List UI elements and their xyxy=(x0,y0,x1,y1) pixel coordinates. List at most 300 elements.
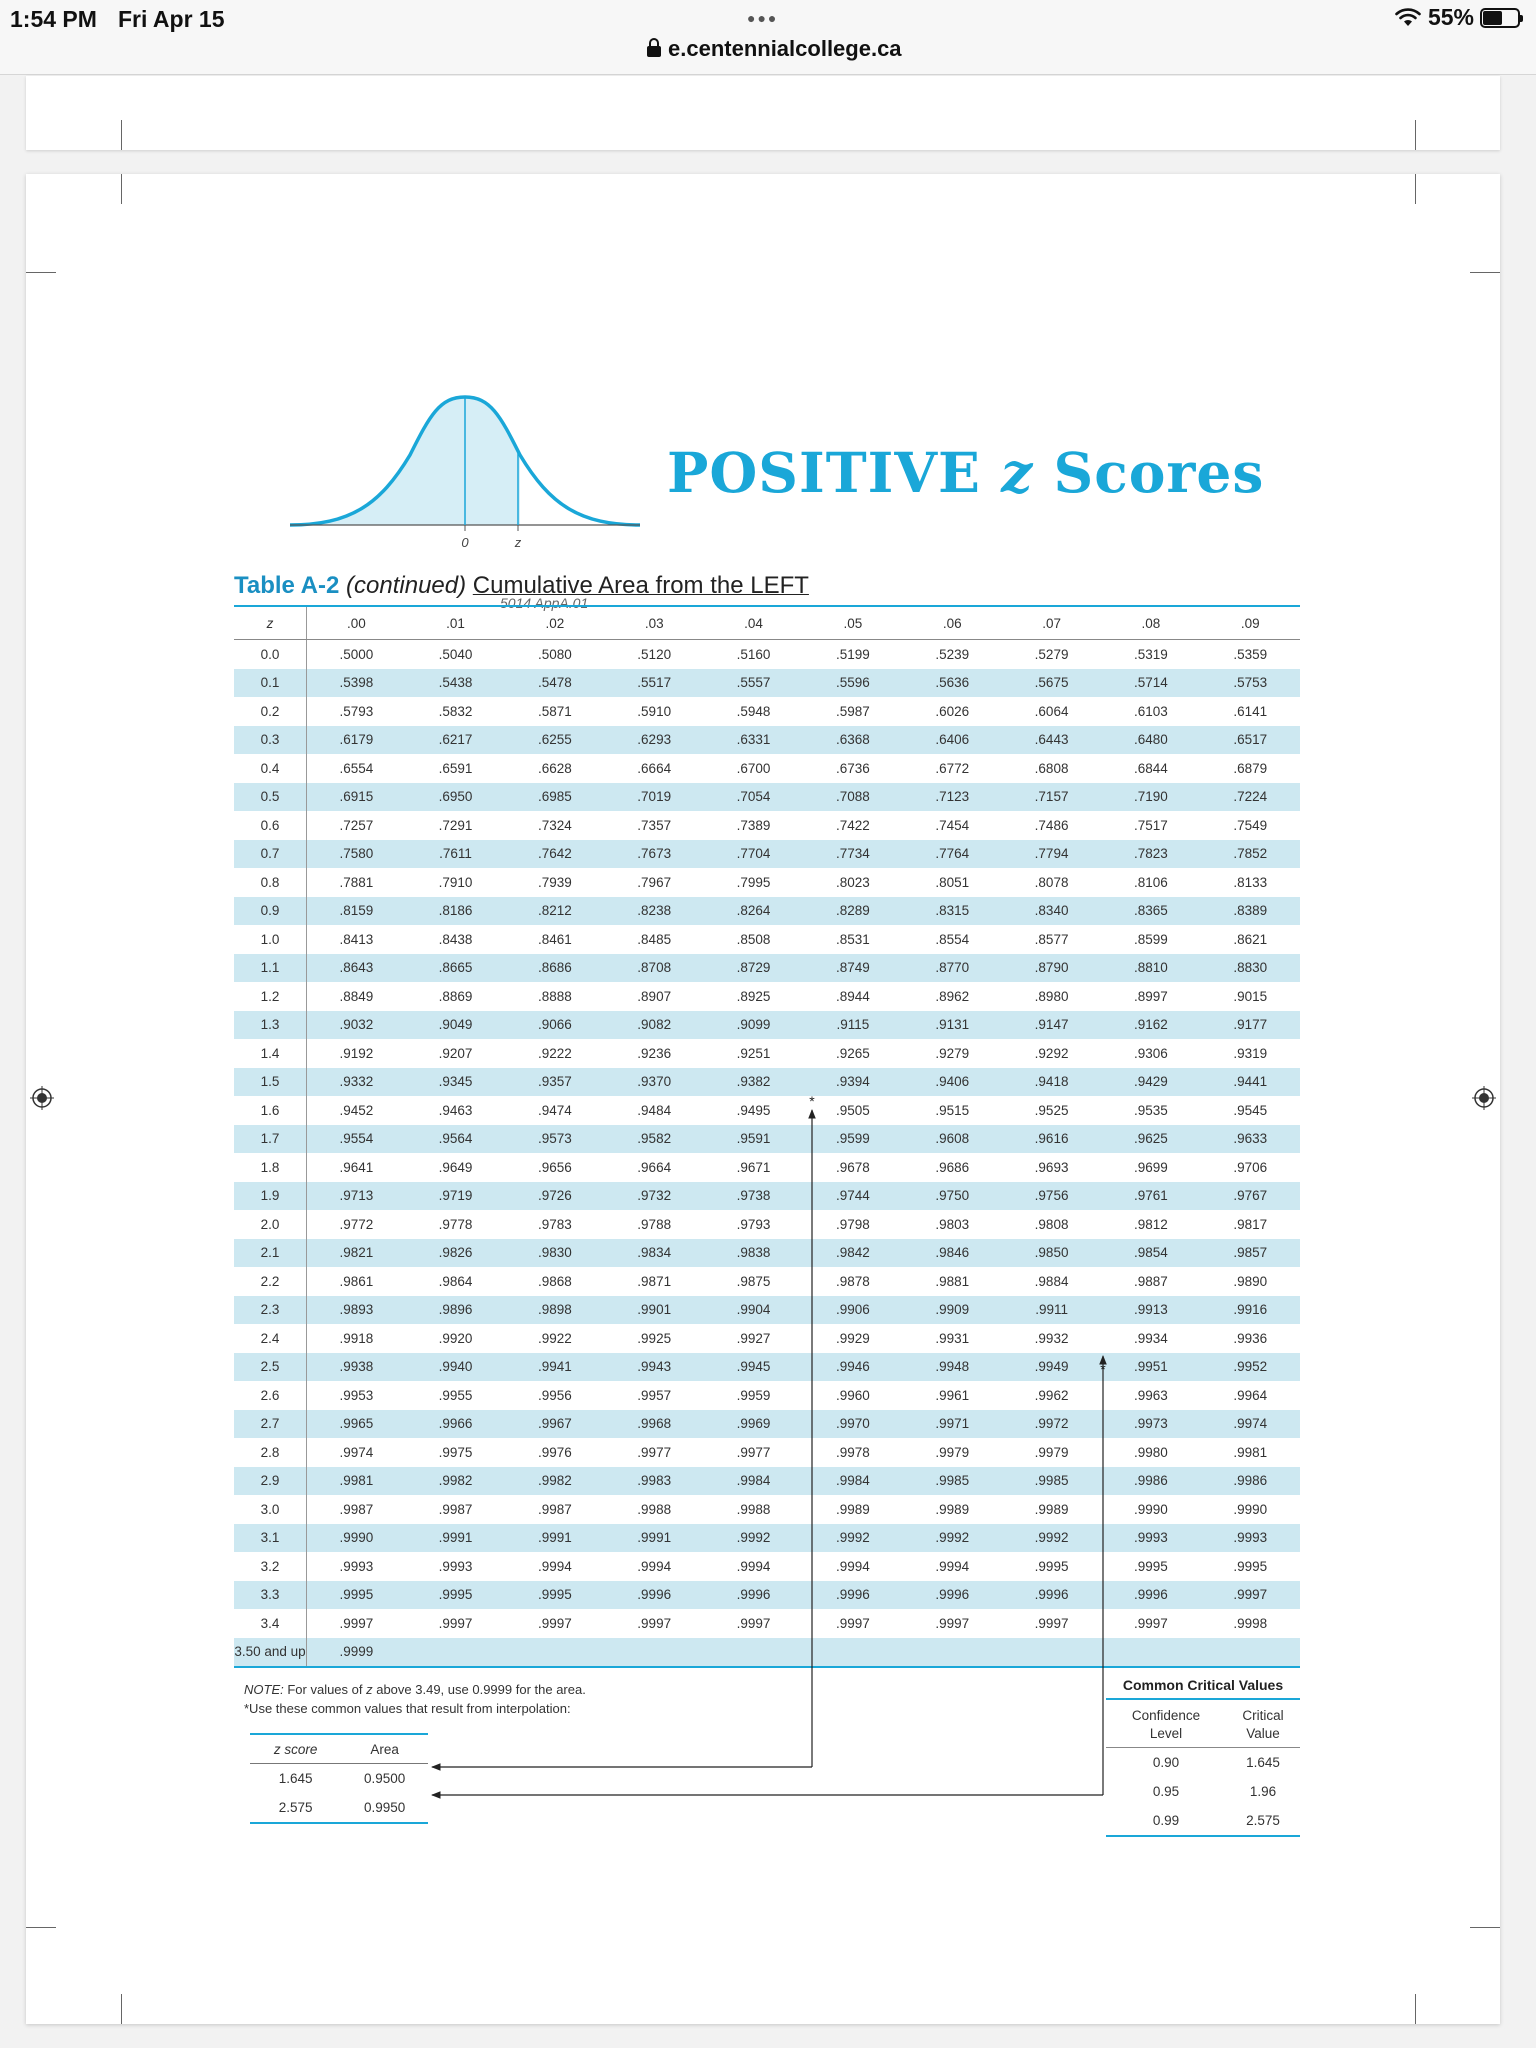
area-cell: .9985 xyxy=(903,1467,1002,1496)
battery-percent: 55% xyxy=(1427,4,1474,30)
area-cell: .5359 xyxy=(1233,646,1268,662)
z-value-cell: 2.8 xyxy=(234,1438,307,1467)
area-cell: .9406 xyxy=(903,1068,1002,1097)
area-cell: .8708 xyxy=(605,954,704,983)
z-value-cell: 3.3 xyxy=(234,1581,307,1610)
area-cell: .9099 xyxy=(704,1011,803,1040)
z-value-cell: 3.50 and up xyxy=(234,1638,307,1668)
table-label: Table A-2 xyxy=(234,572,340,599)
area-cell: .8133 xyxy=(1233,874,1268,890)
area-cell: .7157 xyxy=(1002,783,1101,812)
area-cell: .9995 xyxy=(1233,1558,1268,1574)
area-cell: .9719 xyxy=(406,1182,505,1211)
z-value-cell: 1.5 xyxy=(234,1068,307,1097)
area-cell: .8023 xyxy=(835,874,870,890)
area-cell: .8643 xyxy=(307,954,406,983)
area-cell: .9545 xyxy=(1233,1102,1268,1118)
area-cell: .7088 xyxy=(803,783,902,812)
area-cell: .7123 xyxy=(903,783,1002,812)
area-cell: .9713 xyxy=(307,1182,406,1211)
area-cell: .9222 xyxy=(537,1045,572,1061)
area-cell: .9981 xyxy=(1233,1444,1268,1460)
area-cell: .9948 xyxy=(903,1353,1002,1382)
area-cell: .9861 xyxy=(339,1273,374,1289)
area-cell: .9474 xyxy=(537,1102,572,1118)
z-value-cell: 2.5 xyxy=(234,1353,307,1382)
area-cell: .5080 xyxy=(537,646,572,662)
area-cell: .9484 xyxy=(637,1102,672,1118)
table-description: Cumulative Area from the LEFT xyxy=(472,572,809,599)
area-cell: .9767 xyxy=(1201,1182,1300,1211)
area-cell: .9418 xyxy=(1002,1068,1101,1097)
area-cell: .9881 xyxy=(935,1273,970,1289)
ccv-value: 1.96 xyxy=(1249,1784,1277,1799)
area-cell: .9817 xyxy=(1233,1216,1268,1232)
interp-area: 0.9500 xyxy=(363,1771,406,1786)
area-cell: .9706 xyxy=(1233,1159,1268,1175)
area-cell: .9306 xyxy=(1134,1045,1168,1061)
area-cell: .8315 xyxy=(903,897,1002,926)
area-cell: .9066 xyxy=(505,1011,604,1040)
column-header: .01 xyxy=(406,606,505,640)
area-cell: .9793 xyxy=(736,1216,771,1232)
area-cell: .5279 xyxy=(1034,646,1069,662)
area-cell: .5517 xyxy=(605,669,704,698)
z-value-cell: 1.8 xyxy=(234,1153,307,1182)
area-cell: .7291 xyxy=(438,817,473,833)
area-cell: .9984 xyxy=(704,1467,803,1496)
area-cell: .9955 xyxy=(438,1387,473,1403)
area-cell: .9898 xyxy=(505,1296,604,1325)
area-cell: .9996 xyxy=(1002,1581,1101,1610)
area-cell: .9974 xyxy=(1201,1410,1300,1439)
z-value-cell: 3.4 xyxy=(234,1609,307,1638)
area-cell: .9633 xyxy=(1201,1125,1300,1154)
area-cell: .8729 xyxy=(704,954,803,983)
column-header: .09 xyxy=(1201,606,1300,640)
area-cell: .6879 xyxy=(1233,760,1268,776)
area-cell: .9957 xyxy=(637,1387,672,1403)
area-cell: .8599 xyxy=(1134,931,1168,947)
z-value-cell: 0.2 xyxy=(234,697,307,726)
area-cell: .9945 xyxy=(704,1353,803,1382)
area-cell: .9997 xyxy=(736,1615,771,1631)
area-cell: .9985 xyxy=(1002,1467,1101,1496)
curve-label-z: z xyxy=(514,535,522,550)
area-cell: .9890 xyxy=(1233,1273,1268,1289)
area-cell: .9994 xyxy=(835,1558,870,1574)
interp-z: 2.575 xyxy=(250,1793,341,1823)
area-cell: .9834 xyxy=(605,1239,704,1268)
area-cell: .9972 xyxy=(1002,1410,1101,1439)
area-cell: .9394 xyxy=(803,1068,902,1097)
area-cell: .9997 xyxy=(1201,1581,1300,1610)
area-cell: .9147 xyxy=(1002,1011,1101,1040)
z-value-cell: 0.3 xyxy=(234,726,307,755)
area-cell: .8078 xyxy=(1034,874,1069,890)
z-value-cell: 2.4 xyxy=(234,1324,307,1353)
area-cell: .9974 xyxy=(339,1444,374,1460)
area-cell: .8212 xyxy=(505,897,604,926)
area-cell: .8438 xyxy=(438,931,473,947)
area-cell: .9864 xyxy=(438,1273,473,1289)
area-cell: .9977 xyxy=(637,1444,672,1460)
interp-z: 1.645 xyxy=(278,1771,313,1786)
area-cell: .6915 xyxy=(307,783,406,812)
interp-col-area: Area xyxy=(341,1734,428,1764)
area-cell: .5714 xyxy=(1101,669,1200,698)
area-cell: .9969 xyxy=(704,1410,803,1439)
area-cell: .9963 xyxy=(1134,1387,1168,1403)
area-cell: .9987 xyxy=(438,1501,473,1517)
interp-star: * xyxy=(809,1093,815,1109)
area-cell: .8830 xyxy=(1201,954,1300,983)
area-cell: .9965 xyxy=(307,1410,406,1439)
area-cell: .9846 xyxy=(903,1239,1002,1268)
area-cell: .9991 xyxy=(605,1524,704,1553)
area-cell: .5636 xyxy=(903,669,1002,698)
area-cell: .6443 xyxy=(1002,726,1101,755)
area-cell: .9991 xyxy=(406,1524,505,1553)
area-cell: .9857 xyxy=(1201,1239,1300,1268)
area-cell: .8790 xyxy=(1002,954,1101,983)
area-cell: .9956 xyxy=(537,1387,572,1403)
area-cell: .7224 xyxy=(1201,783,1300,812)
ccv-col2-line1: Critical xyxy=(1242,1708,1284,1723)
z-value-cell: 1.4 xyxy=(234,1039,307,1068)
area-cell: .9916 xyxy=(1201,1296,1300,1325)
area-cell: .7422 xyxy=(835,817,870,833)
area-cell: .9966 xyxy=(406,1410,505,1439)
title-main: POSITIVE xyxy=(667,440,1002,505)
z-value-cell: 3.2 xyxy=(234,1552,307,1581)
area-cell: .9744 xyxy=(803,1182,902,1211)
column-header: .03 xyxy=(605,606,704,640)
area-cell: .9904 xyxy=(704,1296,803,1325)
area-cell: .9995 xyxy=(505,1581,604,1610)
area-cell: .9838 xyxy=(704,1239,803,1268)
area-cell: .9975 xyxy=(438,1444,473,1460)
area-cell: .9982 xyxy=(505,1467,604,1496)
area-cell: .6985 xyxy=(505,783,604,812)
area-cell: .8686 xyxy=(505,954,604,983)
area-cell: .7764 xyxy=(903,840,1002,869)
area-cell: .8554 xyxy=(935,931,970,947)
column-header: .05 xyxy=(803,606,902,640)
area-cell: .8621 xyxy=(1233,931,1268,947)
area-cell: .9997 xyxy=(438,1615,473,1631)
area-cell: .9162 xyxy=(1101,1011,1200,1040)
area-cell: .9788 xyxy=(637,1216,672,1232)
interp-col-z-label: z score xyxy=(273,1741,318,1757)
area-cell: .6026 xyxy=(935,703,970,719)
area-cell: .9911 xyxy=(1002,1296,1101,1325)
area-cell: .6141 xyxy=(1233,703,1268,719)
area-cell: .6331 xyxy=(704,726,803,755)
z-value-cell: 0.7 xyxy=(234,840,307,869)
area-cell: .9382 xyxy=(704,1068,803,1097)
area-cell: .9989 xyxy=(835,1501,870,1517)
area-cell: .8485 xyxy=(637,931,672,947)
area-cell: .9821 xyxy=(307,1239,406,1268)
area-cell: .9994 xyxy=(537,1558,572,1574)
area-cell: .9452 xyxy=(339,1102,374,1118)
area-cell: .9979 xyxy=(1034,1444,1069,1460)
area-cell: .9962 xyxy=(1034,1387,1069,1403)
area-cell: .5478 xyxy=(505,669,604,698)
area-cell: .9292 xyxy=(1034,1045,1069,1061)
area-cell: .7823 xyxy=(1101,840,1200,869)
area-cell: .7704 xyxy=(704,840,803,869)
area-cell: .8531 xyxy=(835,931,870,947)
area-cell: .7257 xyxy=(339,817,374,833)
area-cell: .9808 xyxy=(1034,1216,1069,1232)
area-cell: .7486 xyxy=(1034,817,1069,833)
area-cell: .7611 xyxy=(406,840,505,869)
area-cell: .9943 xyxy=(605,1353,704,1382)
area-cell: .9991 xyxy=(505,1524,604,1553)
area-cell: .8925 xyxy=(736,988,771,1004)
area-cell: .9525 xyxy=(1034,1102,1069,1118)
area-cell: .7389 xyxy=(736,817,771,833)
area-cell: .9980 xyxy=(1134,1444,1168,1460)
area-cell: .6480 xyxy=(1101,726,1200,755)
area-cell: .8365 xyxy=(1101,897,1200,926)
area-cell: .9251 xyxy=(736,1045,771,1061)
area-cell: .9564 xyxy=(406,1125,505,1154)
area-cell: .9986 xyxy=(1201,1467,1300,1496)
area-cell: .7549 xyxy=(1233,817,1268,833)
area-cell: .9842 xyxy=(803,1239,902,1268)
area-cell: .9993 xyxy=(1101,1524,1200,1553)
area-cell: .8665 xyxy=(406,954,505,983)
z-value-cell: 0.8 xyxy=(234,868,307,897)
column-header: .02 xyxy=(505,606,604,640)
area-cell: .8849 xyxy=(339,988,374,1004)
area-cell: .9968 xyxy=(605,1410,704,1439)
area-cell: .5832 xyxy=(438,703,473,719)
column-header-z: z xyxy=(234,606,307,640)
area-cell: .9987 xyxy=(339,1501,374,1517)
area-cell: .5199 xyxy=(835,646,870,662)
area-cell: .6103 xyxy=(1134,703,1168,719)
critical-values-title: Common Critical Values xyxy=(1106,1677,1300,1700)
area-cell: .6772 xyxy=(935,760,970,776)
area-cell: .8389 xyxy=(1201,897,1300,926)
area-cell: .6808 xyxy=(1034,760,1069,776)
z-value-cell: 3.0 xyxy=(234,1495,307,1524)
area-cell: .7642 xyxy=(505,840,604,869)
area-cell: .9656 xyxy=(537,1159,572,1175)
area-cell: .9959 xyxy=(736,1387,771,1403)
area-cell: .9996 xyxy=(803,1581,902,1610)
area-cell: .5438 xyxy=(406,669,505,698)
area-cell: .9032 xyxy=(307,1011,406,1040)
area-cell: .8508 xyxy=(736,931,771,947)
area-cell: .7517 xyxy=(1134,817,1168,833)
note-text-b: above 3.49, use 0.9999 for the area. xyxy=(372,1682,586,1697)
area-cell: .9938 xyxy=(307,1353,406,1382)
area-cell: .9505 xyxy=(835,1102,870,1118)
area-cell: .7881 xyxy=(339,874,374,890)
area-cell: .9941 xyxy=(505,1353,604,1382)
z-value-cell: 0.9 xyxy=(234,897,307,926)
area-cell: .9207 xyxy=(438,1045,473,1061)
area-cell: .9901 xyxy=(605,1296,704,1325)
area-cell: .8810 xyxy=(1101,954,1200,983)
area-cell: .9964 xyxy=(1233,1387,1268,1403)
area-cell: .9997 xyxy=(835,1615,870,1631)
z-value-cell: 1.1 xyxy=(234,954,307,983)
area-cell: .9992 xyxy=(1002,1524,1101,1553)
z-value-cell: 2.7 xyxy=(234,1410,307,1439)
area-cell: .9997 xyxy=(537,1615,572,1631)
area-cell: .9761 xyxy=(1101,1182,1200,1211)
area-cell: .8888 xyxy=(537,988,572,1004)
area-cell: .9535 xyxy=(1134,1102,1168,1118)
area-cell: .9994 xyxy=(637,1558,672,1574)
z-value-cell: 0.0 xyxy=(234,640,307,669)
area-cell: .9997 xyxy=(1034,1615,1069,1631)
area-cell: .7054 xyxy=(704,783,803,812)
area-cell: .7357 xyxy=(637,817,672,833)
z-value-cell: 2.0 xyxy=(234,1210,307,1239)
area-cell: .9995 xyxy=(1034,1558,1069,1574)
area-cell: .9997 xyxy=(637,1615,672,1631)
area-cell: .5557 xyxy=(704,669,803,698)
ccv-col1-line2: Level xyxy=(1149,1726,1183,1741)
area-cell: .5160 xyxy=(736,646,771,662)
area-cell: .9177 xyxy=(1201,1011,1300,1040)
area-cell: .9994 xyxy=(935,1558,970,1574)
area-cell: .9573 xyxy=(505,1125,604,1154)
area-cell: .9988 xyxy=(736,1501,771,1517)
area-cell: .5871 xyxy=(537,703,572,719)
area-cell: .9934 xyxy=(1134,1330,1168,1346)
area-cell: .9345 xyxy=(406,1068,505,1097)
z-value-cell: 2.9 xyxy=(234,1467,307,1496)
column-header: .00 xyxy=(307,606,406,640)
area-cell: .5319 xyxy=(1134,646,1168,662)
area-cell: .9608 xyxy=(903,1125,1002,1154)
area-cell: .9952 xyxy=(1201,1353,1300,1382)
table-continued: (continued) xyxy=(346,572,467,599)
title-z: z xyxy=(1001,440,1034,505)
area-cell: .8413 xyxy=(339,931,374,947)
z-value-cell: 0.6 xyxy=(234,811,307,840)
area-cell: .9982 xyxy=(406,1467,505,1496)
area-cell: .7454 xyxy=(935,817,970,833)
area-cell: .9979 xyxy=(935,1444,970,1460)
area-cell: .9940 xyxy=(406,1353,505,1382)
ccv-col1-line1: Confidence xyxy=(1131,1708,1201,1723)
area-cell: .9732 xyxy=(605,1182,704,1211)
z-value-cell: 1.9 xyxy=(234,1182,307,1211)
area-cell: .8186 xyxy=(406,897,505,926)
area-cell: .9803 xyxy=(935,1216,970,1232)
area-cell: .9971 xyxy=(903,1410,1002,1439)
area-cell: .9998 xyxy=(1233,1615,1268,1631)
area-cell: .9925 xyxy=(637,1330,672,1346)
area-cell: .9750 xyxy=(903,1182,1002,1211)
ccv-value: 2.575 xyxy=(1226,1806,1300,1836)
ccv-col2-line2: Value xyxy=(1246,1726,1280,1741)
area-cell: .9830 xyxy=(505,1239,604,1268)
more-options-icon[interactable]: ●●● xyxy=(747,10,779,26)
area-cell: .6591 xyxy=(438,760,473,776)
area-cell: .9236 xyxy=(637,1045,672,1061)
area-cell: .6700 xyxy=(736,760,771,776)
area-cell: .9693 xyxy=(1034,1159,1069,1175)
area-cell: .9970 xyxy=(803,1410,902,1439)
area-cell: .5120 xyxy=(637,646,672,662)
area-cell: .6217 xyxy=(406,726,505,755)
area-cell: .9932 xyxy=(1034,1330,1069,1346)
area-cell: .9913 xyxy=(1101,1296,1200,1325)
area-cell: .9887 xyxy=(1134,1273,1168,1289)
area-cell: .5987 xyxy=(835,703,870,719)
area-cell: .7019 xyxy=(605,783,704,812)
area-cell: .9664 xyxy=(637,1159,672,1175)
area-cell: .6554 xyxy=(339,760,374,776)
area-cell: .8962 xyxy=(935,988,970,1004)
area-cell: .9994 xyxy=(736,1558,771,1574)
area-cell: .9582 xyxy=(605,1125,704,1154)
area-cell: .8264 xyxy=(704,897,803,926)
area-cell: .8106 xyxy=(1134,874,1168,890)
area-cell: .8340 xyxy=(1002,897,1101,926)
area-cell: .8238 xyxy=(605,897,704,926)
area-cell: .7852 xyxy=(1201,840,1300,869)
area-cell: .8980 xyxy=(1034,988,1069,1004)
area-cell: .9995 xyxy=(307,1581,406,1610)
z-value-cell: 2.2 xyxy=(234,1267,307,1296)
area-cell: .8944 xyxy=(835,988,870,1004)
area-cell: .9429 xyxy=(1101,1068,1200,1097)
area-cell: .9993 xyxy=(438,1558,473,1574)
area-cell: .9967 xyxy=(505,1410,604,1439)
area-cell: .9976 xyxy=(537,1444,572,1460)
area-cell: .9812 xyxy=(1134,1216,1168,1232)
area-cell: .9868 xyxy=(537,1273,572,1289)
z-value-cell: 2.6 xyxy=(234,1381,307,1410)
area-cell: .9738 xyxy=(704,1182,803,1211)
area-cell: .9909 xyxy=(903,1296,1002,1325)
area-cell: .9929 xyxy=(835,1330,870,1346)
z-value-cell: 1.0 xyxy=(234,925,307,954)
area-cell: .5753 xyxy=(1201,669,1300,698)
area-cell: .5398 xyxy=(307,669,406,698)
area-cell: .9989 xyxy=(1034,1501,1069,1517)
area-cell: .9772 xyxy=(339,1216,374,1232)
area-cell: .9973 xyxy=(1101,1410,1200,1439)
area-cell: .7190 xyxy=(1101,783,1200,812)
z-value-cell: 1.2 xyxy=(234,982,307,1011)
area-cell: .8289 xyxy=(803,897,902,926)
area-cell: .9993 xyxy=(1201,1524,1300,1553)
z-value-cell: 1.3 xyxy=(234,1011,307,1040)
area-cell: .9990 xyxy=(307,1524,406,1553)
area-cell: .9279 xyxy=(935,1045,970,1061)
area-cell: .9641 xyxy=(339,1159,374,1175)
area-cell: .9999 xyxy=(307,1638,406,1668)
area-cell: .9049 xyxy=(406,1011,505,1040)
area-cell: .6950 xyxy=(406,783,505,812)
area-cell: .5793 xyxy=(339,703,374,719)
area-cell: .9131 xyxy=(903,1011,1002,1040)
area-cell: .9884 xyxy=(1034,1273,1069,1289)
area-cell: .9332 xyxy=(307,1068,406,1097)
